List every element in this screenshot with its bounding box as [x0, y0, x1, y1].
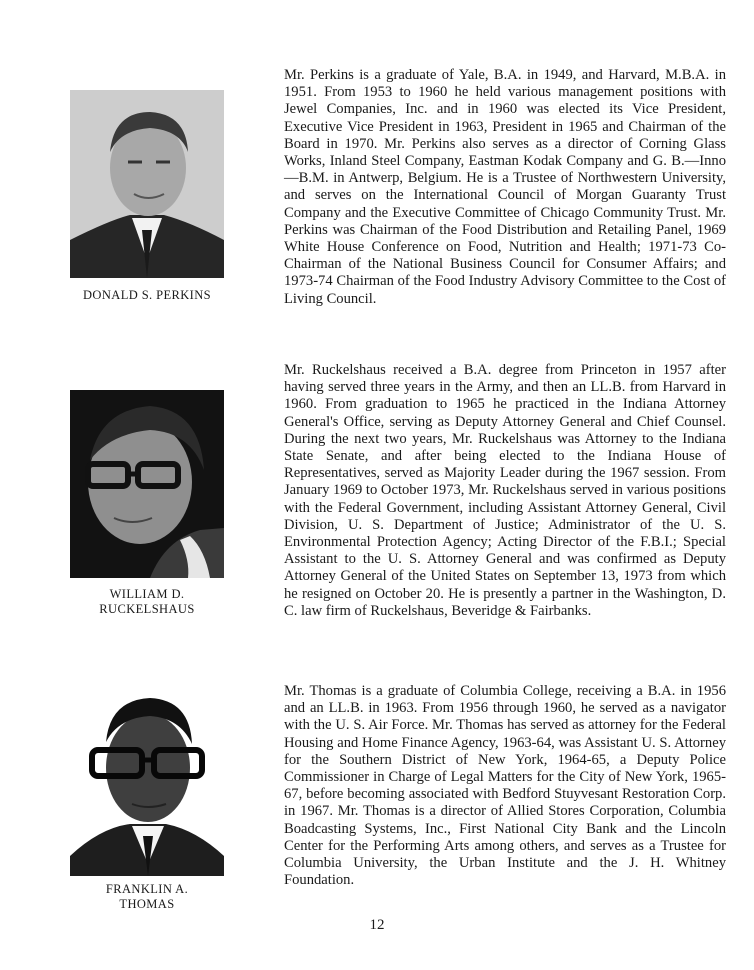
- portrait-photo-perkins: [70, 90, 224, 278]
- portrait-photo-ruckelshaus: [70, 390, 224, 578]
- page-number: 12: [369, 917, 385, 933]
- person-biography: Mr. Ruckelshaus received a B.A. degree from Princeton in 1957 after having served three years in the Army, and then an LL.B. from Harvard in 1960. From graduation to 1965 he practiced in the Indiana Attorney General's Office, serving as Deputy Attorney General and Chief Counsel. During the next two years, Mr. Ruckelshaus was Attorney to the Indiana State Senate, and after being elected to the Indiana House of Representatives, served as Majority Leader during the 1967 session. From January 1969 to October 1973, Mr. Ruckelshaus served in various positions with the Federal Government, including Assistant Attorney General, Civil Division, U. S. Department of Justice; Administrator of the U. S. Environmental Protection Agency; Acting Director of the F.B.I.; Special Assistant to the U. S. Attorney General and was confirmed as Deputy Attorney General of the United States on September 13, 1973 from which he resigned on October 20. He is presently a partner in the Washington, D. C. law firm of Ruckelshaus, Beveridge & Fairbanks.: [284, 362, 726, 619]
- person-name-caption: WILLIAM D. RUCKELSHAUS: [99, 587, 195, 616]
- person-name-caption: DONALD S. PERKINS: [83, 288, 211, 302]
- person-name-caption: FRANKLIN A. THOMAS: [105, 882, 189, 911]
- person-biography: Mr. Thomas is a graduate of Columbia College, receiving a B.A. in 1956 and an LL.B. in 1963. From 1956 through 1960, he served as a navigator with the U. S. Air Force. Mr. Thomas has served as attorney for the Federal Housing and Home Finance Agency, 1963-64, was Assistant U. S. Attorney for the Southern District of New York, 1964-65, a Deputy Police Commissioner in Charge of Legal Matters for the City of New York, 1965-67, before becoming associated with Bedford Stuyvesant Restoration Corp. in 1967. Mr. Thomas is a director of Allied Stores Corporation, Columbia Boadcasting Systems, Inc., First National City Bank and the Lincoln Center for the Performing Arts among others, and serves as a Trustee for Columbia University, the Urban Institute and the J. H. Whitney Foundation.: [284, 683, 726, 889]
- portrait-photo-thomas: [70, 688, 224, 876]
- person-biography: Mr. Perkins is a graduate of Yale, B.A. in 1949, and Harvard, M.B.A. in 1951. From 1953 to 1960 he held various management positions with Jewel Companies, Inc. and in 1960 was elected its Vice President, Executive Vice President in 1963, President in 1965 and Chairman of the Board in 1970. Mr. Perkins also serves as a director of Corning Glass Works, Inland Steel Company, Eastman Kodak Company and G. B.—Inno—B.M. in Antwerp, Belgium. He is a Trustee of Northwestern University, and serves on the International Council of Morgan Guaranty Trust Company and the Executive Committee of Chicago Community Trust. Mr. Perkins was Chairman of the Food Distribution and Retailing Panel, 1969 White House Conference on Food, Nutrition and Health; 1971-73 Co-Chairman of the National Business Council for Consumer Affairs; and 1973-74 Chairman of the Food Industry Advisory Committee to the Cost of Living Council.: [284, 67, 726, 307]
